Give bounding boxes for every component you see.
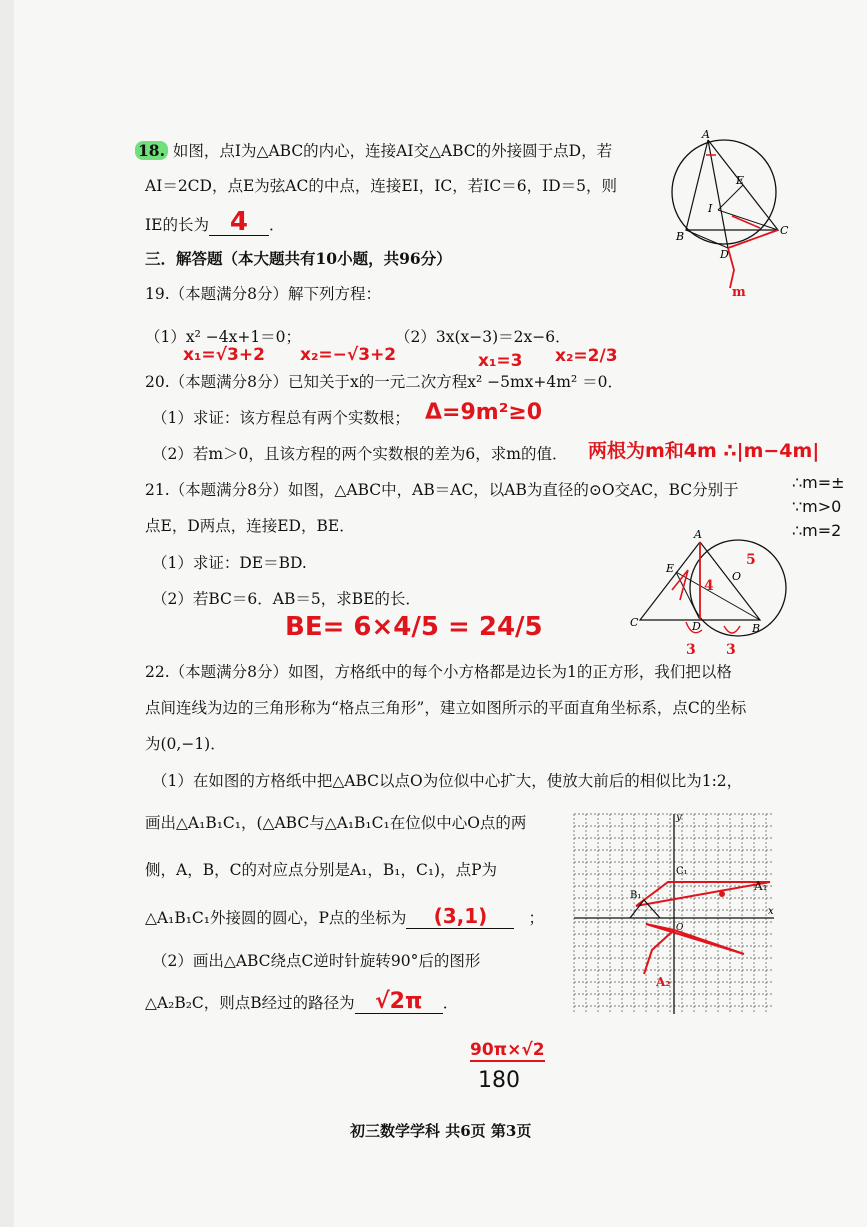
q21-label-A: A — [694, 528, 702, 541]
q21-label-D: D — [692, 620, 701, 633]
section3-heading: 三．解答题（本大题共有10小题，共96分） — [145, 249, 452, 268]
q22-calc-denominator: 180 — [478, 1068, 520, 1093]
q22-part1-d: △A₁B₁C₁外接圆的圆心，P点的坐标为 (3,1) ； — [145, 904, 544, 928]
q22-part2-b: △A₂B₂C，则点B经过的路径为 √2π ． — [145, 989, 459, 1014]
q18-line3: IE的长为 4 ． — [145, 207, 285, 237]
q20-side2: ∵m>0 — [792, 497, 842, 516]
q22-part1-answer: (3,1) — [433, 904, 488, 928]
svg-text:C₁: C₁ — [676, 866, 688, 877]
q18-figure — [668, 130, 788, 300]
svg-text:O: O — [676, 923, 684, 933]
q20-part2: （2）若m＞0，且该方程的两个实数根的差为6，求m的值． — [152, 445, 568, 463]
q18-answer: 4 — [229, 207, 248, 237]
svg-text:A₂: A₂ — [656, 975, 671, 989]
q22-line2: 点间连线为边的三角形称为“格点三角形”，建立如图所示的平面直角坐标系，点C的坐标 — [145, 699, 747, 717]
q22-triangle-a1b1c1 — [636, 882, 770, 906]
q22-calc-numerator: 90π×√2 — [470, 1040, 545, 1060]
q21-title: 21.（本题满分8分）如图，△ABC中，AB＝AC，以AB为直径的⊙O交AC，BC分别于 — [145, 481, 739, 499]
q21-label-O: O — [732, 570, 742, 583]
page-footer: 初三数学学科 共6页 第3页 — [350, 1122, 532, 1140]
q18-label-B: B — [676, 230, 685, 243]
q21-label-E: E — [666, 562, 675, 575]
q18-number: 18. — [135, 141, 168, 160]
q21-part2: （2）若BC＝6．AB＝5，求BE的长． — [152, 590, 421, 608]
q21-label-C: C — [630, 616, 639, 629]
svg-text:5: 5 — [746, 552, 756, 568]
q18-label-m: m — [732, 285, 746, 300]
q21-figure — [628, 530, 788, 660]
svg-text:y: y — [676, 812, 682, 823]
q18-label-C: C — [780, 224, 789, 237]
q19-part2: （2）3x(x−3)＝2x−6． — [395, 328, 571, 346]
q18-line2: AI＝2CD，点E为弦AC的中点，连接EI，IC，若IC＝6，ID＝5，则 — [145, 177, 618, 195]
q22-point-p — [719, 891, 725, 897]
svg-text:A₁: A₁ — [754, 879, 768, 893]
svg-text:3: 3 — [726, 642, 736, 658]
q20-part1: （1）求证：该方程总有两个实数根； — [152, 409, 410, 427]
q19-ans1a: x₁=√3+2 — [183, 345, 265, 365]
q19-ans1b: x₂=−√3+2 — [300, 345, 397, 365]
q19-part1: （1）x² −4x+1＝0； — [145, 328, 302, 346]
q20-title: 20.（本题满分8分）已知关于x的一元二次方程x² −5mx+4m² ＝0． — [145, 373, 623, 391]
q19-title: 19.（本题满分8分）解下列方程： — [145, 285, 382, 303]
q18-label-A: A — [702, 128, 710, 141]
q18-label-D: D — [720, 248, 729, 261]
q22-rotated-path — [644, 930, 674, 974]
q22-part1-a: （1）在如图的方格纸中把△ABC以点O为位似中心扩大，使放大前后的相似比为1:2， — [152, 772, 743, 790]
q22-grid-figure — [574, 814, 774, 1014]
q19-ans2a: x₁=3 — [478, 351, 523, 371]
q19-ans2b: x₂=2/3 — [555, 346, 618, 366]
q21-line2: 点E，D两点，连接ED，BE． — [145, 517, 355, 535]
q21-label-B: B — [752, 622, 761, 635]
svg-text:x: x — [768, 906, 774, 917]
q22-part2-a: （2）画出△ABC绕点C逆时针旋转90°后的图形 — [152, 952, 481, 970]
q22-title: 22.（本题满分8分）如图，方格纸中的每个小方格都是边长为1的正方形，我们把以格 — [145, 663, 732, 681]
q18-label-I: I — [708, 202, 713, 215]
q18-label-E: E — [736, 174, 745, 187]
q22-line3: 为(0,−1)． — [145, 735, 226, 753]
svg-text:B₁: B₁ — [630, 890, 642, 901]
svg-text:3: 3 — [686, 642, 696, 658]
q21-part1: （1）求证：DE＝BD. — [152, 554, 307, 572]
q21-answer: BE= 6×4/5 = 24/5 — [285, 612, 543, 642]
scan-margin — [0, 0, 14, 1227]
q18-line1: 18. 如图，点I为△ABC的内心，连接AI交△ABC的外接圆于点D，若 — [135, 141, 612, 161]
q20-side1: ∴m=± — [792, 473, 845, 492]
q20-ans2: 两根为m和4m ∴|m−4m| — [588, 440, 820, 462]
q22-part2-answer: √2π — [374, 989, 423, 1014]
q20-ans1: Δ=9m²≥0 — [425, 400, 543, 425]
q20-side3: ∴m=2 — [792, 521, 842, 540]
q22-part1-b: 画出△A₁B₁C₁，(△ABC与△A₁B₁C₁在位似中心O点的两 — [145, 814, 527, 832]
svg-text:4: 4 — [704, 578, 714, 594]
q22-part1-c: 侧，A，B，C的对应点分别是A₁，B₁，C₁)，点P为 — [145, 861, 498, 879]
